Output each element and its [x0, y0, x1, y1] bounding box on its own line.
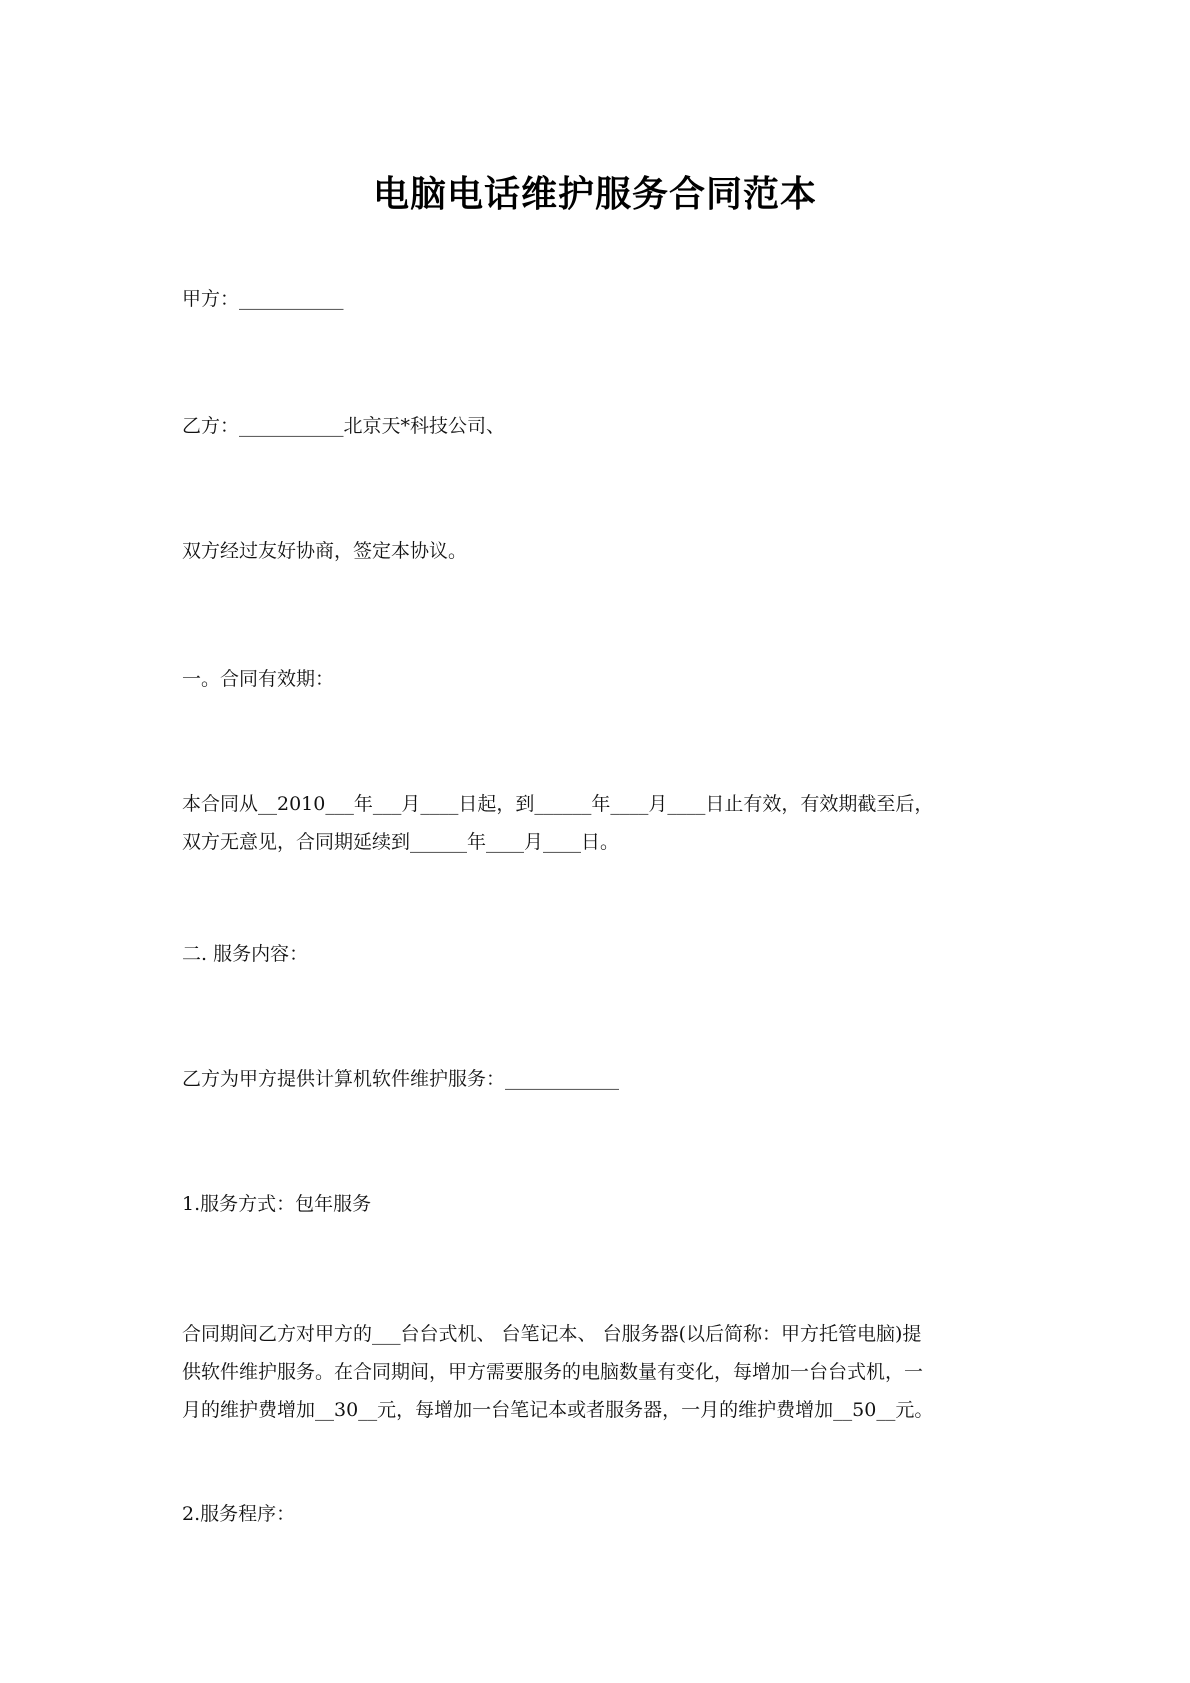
service-line: 乙方为甲方提供计算机软件维护服务：____________: [182, 1068, 620, 1090]
section1-line-2: 双方无意见，合同期延续到______年____月____日。: [182, 831, 620, 853]
item2-heading: 2.服务程序：: [182, 1503, 296, 1525]
party-a-label: 甲方：: [182, 288, 240, 310]
section1-line-1: 本合同从__2010___年___月____日起，到______年____月____日止有效，有效期截至后，: [182, 793, 934, 815]
item1-heading: 1.服务方式：包年服务: [182, 1193, 372, 1215]
party-b-value: ___________北京天*科技公司、: [239, 415, 506, 437]
party-b-label: 乙方：: [182, 415, 240, 437]
item1-line-2: 供软件维护服务。在合同期间，甲方需要服务的电脑数量有变化，每增加一台台式机，一: [182, 1361, 924, 1383]
item1-line-3: 月的维护费增加__30__元，每增加一台笔记本或者服务器，一月的维护费增加__50__元。: [182, 1399, 934, 1421]
section2-heading: 二. 服务内容：: [182, 943, 309, 965]
intro-text: 双方经过友好协商，签定本协议。: [182, 540, 468, 562]
document-title: 电脑电话维护服务合同范本: [372, 174, 817, 215]
party-b-line: [182, 407, 1022, 445]
party-a-line: [182, 280, 1022, 318]
section1-heading: 一。合同有效期：: [182, 668, 335, 690]
party-a-value: ___________: [239, 288, 344, 310]
item1-line-1: 合同期间乙方对甲方的___台台式机、 台笔记本、 台服务器(以后简称：甲方托管电脑)提: [182, 1323, 922, 1345]
